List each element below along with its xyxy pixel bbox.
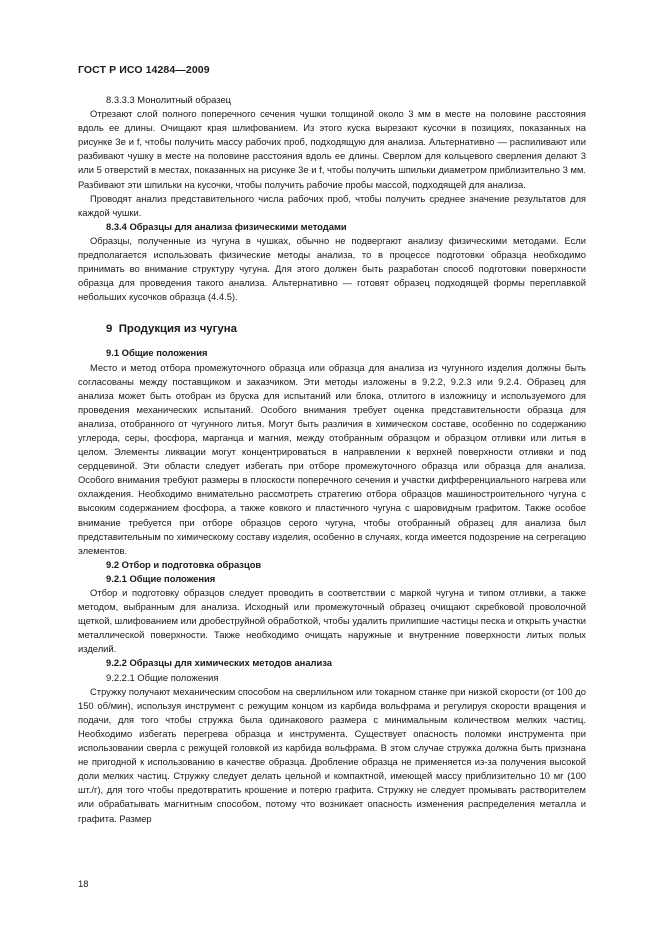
clause-title: Общие положения bbox=[121, 347, 208, 359]
clause-title: Монолитный образец bbox=[137, 94, 232, 105]
clause-heading-9-2-2 bbox=[78, 656, 586, 670]
clause-number: 9.1 bbox=[106, 347, 120, 359]
clause-title: Отбор и подготовка образцов bbox=[121, 558, 262, 570]
clause-number: 8.3.3.3 bbox=[106, 94, 135, 105]
clause-heading-8-3-4 bbox=[78, 220, 586, 234]
document-header: ГОСТ Р ИСО 14284—2009 bbox=[78, 64, 210, 76]
paragraph: Место и метод отбора промежуточного образца или образца для анализа из чугунного изделия должны быть согласованы между поставщиком и заказчиком. Эти методы изложены в 9.2.2, 9.2.3 или 9.2.4. Образец для анализа может быть отобран из бруска для испытаний или блока, отлитого в изложницу и используемого для проведения механических испытаний. Особого внимания требует оценка представительности образца для анализа, отобранного от чугунного литья. Могут быть различия в химическом составе, особенно по содержанию углерода, серы, фосфора, марганца и магния, между отобранным образцом и образцом отливки или литья в целом. Элементы ликвации могут концентрироваться в направлении к верхней поверхности отливки и под сердцевиной. Эти области следует избегать при отборе промежуточного образца или образца для анализа. Особого внимания требуют размеры в плоскости поперечного сечения и участки дифференциального нагрева или охлаждения. Необходимо внимательно рассмотреть стратегию отбора образцов машиностроительного чугуна с высоким содержанием фосфора, а также ковкого и пластичного чугуна с шаровидным графитом. Также особое внимание требуется при отборе образцов серого чугуна, чтобы отобранный образец для анализа был представительным по химическому составу изделия, особенно в случаях, когда имеется подозрение на сегрегацию элементов. bbox=[78, 361, 586, 556]
paragraph: Отбор и подготовку образцов следует проводить в соответствии с маркой чугуна и типом отливки, а также методом, выбранным для анализа. Исходный или промежуточный образец очищают скребковой проволочной щеткой, шлифованием или дробеструйной обработкой, чтобы удалить прилипшие частицы песка и открыть участки металлической поверхности. Также необходимо очищать наружные и внутренние поверхности литых полых изделий. bbox=[78, 587, 586, 655]
clause-title: Общие положения bbox=[137, 671, 219, 683]
section-title: Продукция из чугуна bbox=[118, 323, 237, 336]
subclause-heading-8-3-3-3 bbox=[78, 93, 586, 107]
paragraph: Отрезают слой полного поперечного сечения чушки толщиной около 3 мм в месте на половине расстояния вдоль ее длины. Очищают края шлифованием. Из этого куска вырезают кусочки в позициях, показанных на рисунке 3е и f, чтобы получить массу рабочих проб, подходящую для анализа. Альтернативно — распиливают или разбивают чушку в месте на половине расстояния вдоль ее длины. Сверлом для кольцевого сверления делают 3 или 5 отверстий в местах, показанных на рисунке 3е и f, чтобы получить шпильки диаметром приблизительно 3 мм. Разбивают эти шпильки на кусочки, чтобы получить рабочие пробы массой, подходящей для анализа. bbox=[78, 108, 586, 190]
paragraph: Стружку получают механическим способом на сверлильном или токарном станке при низкой скорости (от 100 до 150 об/мин), используя инструмент с режущим концом из карбида вольфрама и регулируя скорости вращения и подачи, для того чтобы стружка была одинакового размера с минимальным количеством мелких частиц. Необходимо избегать перегрева образца и инструмента. Существует опасность поломки инструмента при использовании сверла с режущей головкой из карбида вольфрама. В этом случае стружка должна быть признана не пригодной к использованию в качестве образца. Дробление образца не применяется из-за получения высокой доли мелких частиц. Стружку следует делать цельной и компактной, имеющей массу приблизительно 10 мг (100 шт./г), для того чтобы предотвратить крошение и потерю графита. Стружку не следует промывать растворителем или обрабатывать магнитным способом, потому что возникает опасность изменения распределения металла и графита. Размер bbox=[78, 685, 586, 824]
section-number: 9 bbox=[106, 323, 113, 336]
clause-heading-9-2-1 bbox=[78, 572, 586, 586]
clause-number: 9.2 bbox=[106, 558, 120, 570]
clause-title: Общие положения bbox=[129, 572, 216, 584]
clause-number: 9.2.2.1 bbox=[106, 671, 135, 683]
clause-title: Образцы для химических методов анализа bbox=[129, 657, 333, 669]
section-heading-9 bbox=[78, 322, 586, 336]
page-number: 18 bbox=[78, 878, 89, 889]
clause-heading-9-2 bbox=[78, 558, 586, 572]
clause-number: 9.2.1 bbox=[106, 572, 127, 584]
document-body bbox=[78, 93, 586, 826]
paragraph: Образцы, полученные из чугуна в чушках, обычно не подвергают анализу физическими методами. Если предполагается использовать физические методы анализа, то в процессе подготовки образца необходимо принимать во внимание структуру чугуна. Для этого должен быть разработан способ подготовки поверхности образца для проведения такого анализа. Альтернативно — готовят образец подходящей формы переплавкой небольших кусочков образца (4.4.5). bbox=[78, 234, 586, 303]
clause-heading-9-1 bbox=[78, 346, 586, 360]
paragraph: Проводят анализ представительного числа рабочих проб, чтобы получить среднее значение результатов для каждой чушки. bbox=[78, 192, 586, 218]
clause-number: 8.3.4 bbox=[106, 220, 127, 232]
subclause-heading-9-2-2-1 bbox=[78, 671, 586, 685]
clause-title: Образцы для анализа физическими методами bbox=[129, 220, 347, 232]
clause-number: 9.2.2 bbox=[106, 657, 127, 669]
